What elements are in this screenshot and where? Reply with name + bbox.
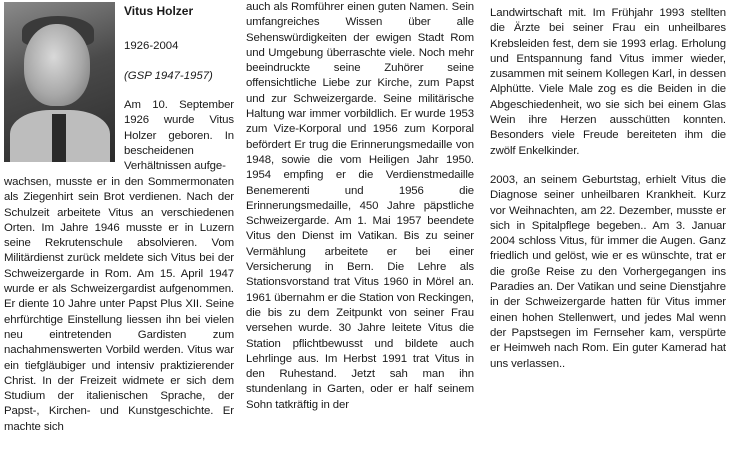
paragraph: wachsen, musste er in den Sommermonaten als Ziegenhirt sein Brot verdienen. Nach der Schulzeit arbeitete Vitus an verschiedenen Orten. Im Jahre 1946 musste er in Luzern seine Rekrutenschule absolvieren. Vom Militärdienst zurück meldete sich Vitus bei der Schweizergarde in Rom. Am 15. April 1947 wurde er als Schweizergardist aufgenommen. Er diente 10 Jahre unter Papst Plus XII. Seine ehrfürchtige Einstellung liessen ihn bei vielen neu eintretenden Gardisten zum nachahmenswerten Vorbild werden. Vitus war ein tiefgläubiger und intensiv praktizierender Christ. In der Freizeit widmete er sich dem Studium der italienischen Sprache, der Papst-, Kirchen- und Kunstgeschichte. Er machte sich [4,176,234,433]
person-name: Vitus Holzer [124,4,194,18]
column-1-bottom [4,175,234,435]
paragraph: 2003, an seinem Geburtstag, erhielt Vitus die Diagnose seiner unheilbaren Krankheit. Kurz vor Weihnachten, am 22. Dezember, musste er sich in Spitalpflege begeben.. Am 3. Januar 2004 schloss Vitus, für immer die Augen. Ganz friedlich und gelöst, wie er es wünschte, trat er die große Reise zu den Vorhergegangen ins Paradies an. Der Vatikan und seine Dienstjahre in der Schweizergarde hatten für Vitus immer einen hohen Stellenwert, und jedes Mal wenn der Papstsegen im Fernseher kam, verspürte er Heimweh nach Rom. Ein guter Kamerad hat uns verlassen.. [490,173,726,370]
column-1-top [124,98,234,174]
paragraph: Landwirtschaft mit. Im Frühjahr 1993 stellten die Ärzte bei seiner Frau ein unheilbares Krebsleiden fest, dem sie 1993 erlag. Erholung und Entspannung fand Vitus immer wieder, zusammen mit seinem Kollegen Karl, in dessen Alphütte. Viele Male zog es die Beiden in die Abgeschiedenheit, wo sie sich bei einem Glas Wein ihre Herzen ausschütten konnten. Besonders viele Freude bereiteten ihm die zwölf Enkelkinder. [490,7,726,157]
portrait-head [24,24,90,106]
portrait-tie [52,114,66,162]
column-2 [246,0,474,413]
life-years: 1926-2004 [124,40,179,52]
column-3 [490,6,726,372]
portrait-photo [4,2,115,162]
paragraph-gap [490,159,726,173]
paragraph: auch als Romführer einen guten Namen. Sein umfangreiches Wissen über alle Sehenswürdigkeiten der ewigen Stadt Rom und Umgebung überraschte viele. Noch mehr beeindruckte seine Zuhörer seine offensichtliche Liebe zur Kirche, zum Papst und zur Schweizergarde. Seine militärische Haltung war immer vorbildlich. Er wurde 1953 zum Vize-Korporal und 1956 zum Korporal befördert Er trug die Erinnerungsmedaille von 1948, sowie die vom Heiligen Jahr 1950. 1954 empfing er die Verdienstmedaille Benemerenti und 1956 die Erinnerungsmedaille, 450 Jahre päpstliche Schweizergarde. Am 1. Mai 1957 beendete Vitus den Dienst im Vatikan. Bis zu seiner Vermählung arbeitete er bei einer Versicherung in Bern. Die Lehre als Stationsvorstand trat Vitus 1960 in Mörel an. 1961 übernahm er die Station von Reckingen, die bis zu dem Zeitpunkt von seiner Frau versehen wurde. 30 Jahre leitete Vitus die Station pflichtbewusst und bildete auch Lehrlinge aus. Im Herbst 1991 trat Vitus in den Ruhestand. Jetzt sah man ihn stundenlang in Garten, oder er half seinem Sohn tatkräftig in der [246,1,474,411]
paragraph: Am 10. September 1926 wurde Vitus Holzer geboren. In bescheidenen Verhältnissen aufge- [124,99,234,173]
service-years: (GSP 1947-1957) [124,70,213,82]
